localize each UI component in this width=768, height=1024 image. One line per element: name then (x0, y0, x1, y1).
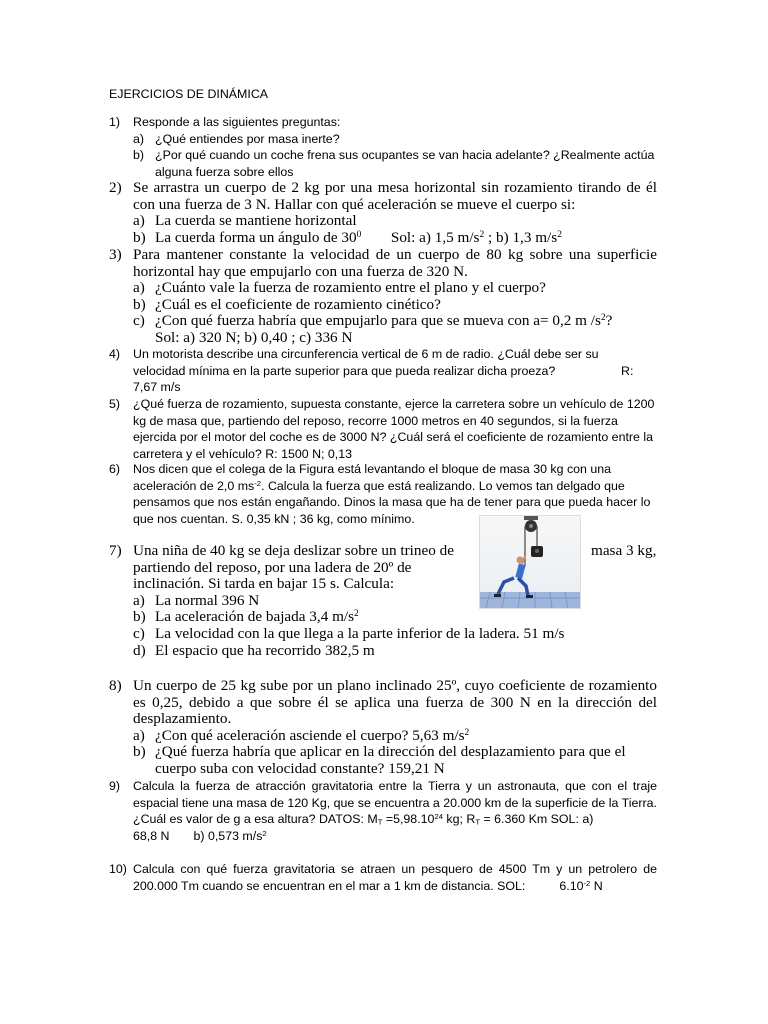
q2-b (133, 230, 657, 247)
q3-a-label: a) (133, 279, 145, 297)
q10-text: Calcula con qué fuerza gravitatoria se atraen un pesquero de 4500 Tm y un petrolero de 200.000 Tm cuando se encuentran en el mar a 1 km de distancia. SOL: (133, 862, 657, 893)
question-3 (133, 247, 657, 347)
q7-line1-row (133, 543, 657, 560)
q6-text1: Nos dicen que el colega de la Figura está levantando el bloque de masa 30 kg con una aceleración de 2,0 ms (133, 462, 612, 493)
q9-number: 9) (109, 779, 121, 793)
q9-sub1: T (377, 817, 383, 827)
q7-b (133, 609, 657, 626)
q2-text: Se arrastra un cuerpo de 2 kg por una mesa horizontal sin rozamiento tirando de él con una fuerza de 3 N. Hallar con qué aceleración se mueve el cuerpo si: (133, 179, 657, 213)
question-2 (133, 180, 657, 246)
q7-b-sup: 2 (354, 609, 359, 620)
q2-a (133, 213, 657, 230)
q4-line2: velocidad mínima en la parte superior para que pueda realizar dicha proeza? (133, 363, 556, 378)
q3-sol-text: Sol: a) 320 N; b) 0,40 ; c) 336 N (155, 328, 353, 346)
q7-c (133, 626, 657, 643)
q7-line1a: Una niña de 40 kg se deja deslizar sobre un trineo de (133, 542, 454, 559)
q8-a-label: a) (133, 726, 145, 744)
q8-b-label: b) (133, 743, 146, 761)
q2-sol-sup2: 2 (557, 229, 562, 240)
q7-number: 7) (109, 542, 122, 559)
q4-r-label: R: (621, 363, 634, 378)
q8-number: 8) (109, 677, 122, 694)
q8-a-sup: 2 (464, 727, 470, 738)
q1-a-text: ¿Qué entiendes por masa inerte? (155, 131, 340, 146)
q8-a (133, 728, 657, 745)
q1-b (133, 147, 657, 180)
q3-number: 3) (109, 246, 122, 263)
q3-b (133, 297, 657, 314)
q8-a-text: ¿Con qué aceleración asciende el cuerpo? 5,63 m/s (155, 726, 465, 744)
q9-sub2: T (475, 817, 481, 827)
q2-a-text: La cuerda se mantiene horizontal (155, 212, 357, 230)
question-5 (133, 396, 657, 462)
q9-text1: Calcula la fuerza de atracción gravitatoria entre la Tierra y un astronauta, que con el traje espacial tiene una masa de 120 Kg, que se encuentra a 20.000 km de la superficie de la Tierra. ¿Cuál es valor de g a esa altura? DATOS: M (133, 779, 657, 827)
q3-c-text: ¿Con qué fuerza habría que empujarlo para que se mueva con a= 0,2 m /s (155, 312, 601, 330)
question-10 (133, 861, 657, 894)
q8-text: Un cuerpo de 25 kg sube por un plano inclinado 25º, cuyo coeficiente de rozamiento es 0,25, debido a que sobre él se aplica una fuerza de 300 N en la dirección del desplazamiento. (133, 677, 657, 728)
page-title: EJERCICIOS DE DINÁMICA (109, 87, 269, 101)
question-1 (133, 114, 657, 180)
q9-sup1: 24 (434, 811, 443, 821)
q4-line1: Un motorista describe una circunferencia vertical de 6 m de radio. ¿Cuál debe ser su (133, 347, 599, 361)
q1-a-label: a) (133, 131, 145, 146)
q7-c-text: La velocidad con la que llega a la parte inferior de la ladera. 51 m/s (155, 624, 565, 642)
q1-text: Responde a las siguientes preguntas: (133, 115, 341, 129)
q2-number: 2) (109, 179, 122, 196)
q8-b-text: ¿Qué fuerza habría que aplicar en la dirección del desplazamiento para que el cuerpo suba con velocidad constante? 159,21 N (155, 743, 626, 777)
q7-a-text: La normal 396 N (155, 591, 260, 609)
q4-answer: 7,67 m/s (133, 380, 181, 395)
q9-t2: =5,98.10 (382, 812, 435, 827)
q1-b-text: ¿Por qué cuando un coche frena sus ocupantes se van hacia adelante? ¿Realmente actúa alguna fuerza sobre ellos (155, 148, 655, 179)
q7-line2: partiendo del reposo, por una ladera de 20º de (133, 558, 412, 576)
q7-d-label: d) (133, 641, 146, 659)
q3-c-end: ? (605, 312, 613, 330)
q9-sup2: 2 (262, 828, 267, 838)
q3-a (133, 280, 657, 297)
q9-t3: kg; R (442, 812, 476, 827)
q6-text2: . Calcula la fuerza que está realizando. Lo vemos tan delgado que pensamos que nos están engañando. Dinos la masa que ha de tener para que pueda hacer lo que nos cuentan. S. 0,35 kN ; 36 kg, como mínimo. (133, 478, 651, 526)
q7-line1b: masa 3 kg, (591, 542, 657, 559)
q6-number: 6) (109, 462, 121, 476)
q3-sol (133, 330, 657, 347)
q3-c-sup: 2 (600, 313, 606, 324)
q3-c-label: c) (133, 312, 145, 330)
q3-a-text: ¿Cuánto vale la fuerza de rozamiento entre el plano y el cuerpo? (155, 279, 546, 297)
q3-b-text: ¿Cuál es el coeficiente de rozamiento cinético? (155, 295, 441, 313)
q2-sol: Sol: a) 1,5 m/s (390, 228, 480, 246)
q8-b (133, 744, 657, 777)
q7-d-text: El espacio que ha recorrido 382,5 m (155, 641, 375, 659)
q7-a-label: a) (133, 591, 145, 609)
q2-b-text: La cuerda forma un ángulo de 30 (155, 228, 357, 246)
q3-text: Para mantener constante la velocidad de un cuerpo de 80 kg sobre una superficie horizontal hay que empujarlo con una fuerza de 320 N. (133, 246, 657, 280)
question-4 (133, 346, 657, 396)
question-9 (133, 778, 657, 844)
q1-a (133, 131, 657, 148)
q7-line3: inclinación. Si tarda en bajar 15 s. Calcula: (133, 575, 395, 593)
q2-sol-mid: ; b) 1,3 m/s (484, 228, 558, 246)
q5-number: 5) (109, 397, 121, 411)
q7-a (133, 593, 657, 610)
q7-d (133, 643, 657, 660)
q9-ans-a: 68,8 N (133, 828, 170, 843)
q10-ans-unit: N (590, 878, 603, 893)
q5-text: ¿Qué fuerza de rozamiento, supuesta constante, ejerce la carretera sobre un vehículo de 1200 kg de masa que, partiendo del reposo, recorre 1000 metros en 40 segundos, si la fuerza ejercida por el motor del coche es de 3000 N? ¿Cuál será el coeficiente de rozamiento entre la carretera y el vehículo? R: 1500 N; 0,13 (133, 397, 655, 461)
q2-b-label: b) (133, 228, 146, 246)
q10-ans: 6.10 (559, 878, 584, 893)
q7-b-label: b) (133, 608, 146, 626)
q1-number: 1) (109, 115, 121, 129)
q9-t4: = 6.360 Km SOL: a) (480, 812, 594, 827)
q7-b-text: La aceleración de bajada 3,4 m/s (155, 608, 355, 626)
q2-sol-sup1: 2 (479, 229, 485, 240)
q3-b-label: b) (133, 295, 146, 313)
q4-line2-row (133, 363, 657, 380)
q6-sup: -2 (254, 478, 262, 488)
q4-number: 4) (109, 347, 121, 361)
q3-c (133, 313, 657, 330)
q2-a-label: a) (133, 212, 145, 230)
q9-ans-b: b) 0,573 m/s (193, 828, 263, 843)
q2-b-sup: 0 (356, 229, 362, 240)
q1-b-label: b) (133, 148, 145, 163)
question-8 (133, 678, 657, 778)
q7-c-label: c) (133, 624, 145, 642)
q10-ans-sup: -2 (583, 878, 591, 888)
q10-number: 10) (109, 862, 127, 876)
question-7 (133, 543, 657, 659)
